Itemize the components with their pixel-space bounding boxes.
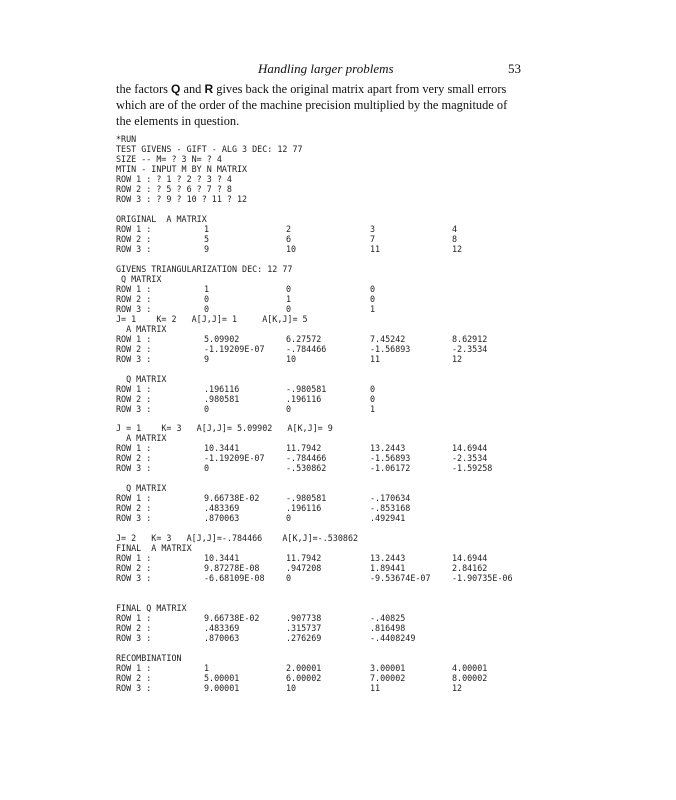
listing-cell: 0 [204, 403, 210, 414]
listing-cell: .196116 [286, 393, 322, 404]
listing-cell: 10.3441 [204, 443, 240, 454]
listing-cell: 0 [204, 293, 210, 304]
listing-cell: 13.2443 [370, 443, 406, 454]
listing-cell: 14.6944 [452, 553, 488, 564]
paragraph-line-2: which are of the order of the machine precision multiplied by the magnitude of [116, 98, 508, 112]
listing-table-row [116, 344, 556, 354]
listing-text: RECOMBINATION [116, 653, 182, 663]
listing-cell: 0 [370, 393, 376, 404]
listing-table-row [116, 683, 556, 693]
listing-cell: 1 [286, 293, 292, 304]
listing-cell: -1.56893 [370, 453, 411, 464]
listing-cell: 11.7942 [286, 553, 322, 564]
listing-cell: -.980581 [286, 383, 327, 394]
listing-cell: 2.84162 [452, 563, 488, 574]
listing-cell: -2.3534 [452, 453, 488, 464]
listing-line [116, 174, 556, 184]
page-number: 53 [508, 61, 521, 76]
listing-text: SIZE -- M= ? 3 N= ? 4 [116, 154, 222, 164]
listing-text: A MATRIX [116, 433, 167, 444]
listing-text: ROW 3 : ? 9 ? 10 ? 11 ? 12 [116, 193, 248, 204]
listing-text: GIVENS TRIANGULARIZATION DEC: 12 77 [116, 263, 293, 274]
listing-cell: 5.00001 [204, 672, 240, 683]
listing-line [116, 603, 556, 613]
listing-table-row [116, 334, 556, 344]
listing-cell: -.853168 [370, 503, 411, 514]
listing-cell: .980581 [204, 393, 240, 404]
listing-cell: 1 [370, 403, 376, 414]
listing-text: ROW 2 : [116, 563, 152, 574]
listing-text: ROW 2 : [116, 233, 152, 244]
listing-cell: -.170634 [370, 493, 411, 504]
listing-cell: 6.27572 [286, 333, 322, 344]
listing-text: ROW 1 : [116, 553, 152, 564]
listing-cell: .276269 [286, 633, 322, 643]
listing-cell: -.784466 [286, 453, 327, 464]
listing-cell: 3 [370, 223, 376, 234]
listing-cell: .315737 [286, 623, 322, 633]
listing-cell: .196116 [204, 383, 240, 394]
listing-line [116, 204, 556, 214]
listing-text: ROW 2 : [116, 393, 152, 404]
listing-cell: 6 [286, 233, 292, 244]
listing-cell: 0 [204, 463, 210, 474]
listing-cell: -1.59258 [452, 463, 493, 474]
listing-cell: .870063 [204, 513, 240, 524]
listing-cell: 0 [286, 403, 292, 414]
listing-table-row [116, 663, 556, 673]
listing-text: ROW 3 : [116, 633, 152, 643]
listing-cell: -.4408249 [370, 633, 416, 643]
listing-text: ROW 3 : [116, 243, 152, 254]
listing-cell: -9.53674E-07 [370, 573, 431, 584]
listing-table-row [116, 463, 556, 473]
listing-cell: 9.66738E-02 [204, 493, 260, 504]
listing-table-row [116, 354, 556, 364]
listing-text: ROW 2 : [116, 293, 152, 304]
program-listing [116, 134, 556, 694]
listing-text: ROW 1 : [116, 443, 152, 454]
listing-text: TEST GIVENS - GIFT - ALG 3 DEC: 12 77 [116, 144, 303, 154]
listing-cell: -.980581 [286, 493, 327, 504]
listing-cell: 3.00001 [370, 662, 406, 673]
listing-text: ROW 1 : [116, 283, 152, 294]
body-paragraph [116, 81, 520, 129]
listing-cell: 8.62912 [452, 333, 488, 344]
listing-cell: 12 [452, 353, 463, 364]
listing-table-row [116, 394, 556, 404]
listing-table-row [116, 493, 556, 503]
listing-text: ROW 1 : [116, 383, 152, 394]
listing-line [116, 184, 556, 194]
listing-line [116, 264, 556, 274]
listing-text: J= 1 K= 2 A[J,J]= 1 A[K,J]= 5 [116, 313, 308, 324]
listing-line [116, 154, 556, 164]
listing-table-row [116, 563, 556, 573]
listing-cell: 14.6944 [452, 443, 488, 454]
listing-text: FINAL A MATRIX [116, 543, 192, 554]
listing-cell: 4.00001 [452, 662, 488, 673]
listing-cell: 9.66738E-02 [204, 613, 260, 623]
listing-cell: 4 [452, 223, 458, 234]
listing-cell: 5.09902 [204, 333, 240, 344]
listing-cell: 12 [452, 243, 463, 254]
listing-line [116, 324, 556, 334]
listing-text: ROW 2 : [116, 503, 152, 514]
listing-table-row [116, 503, 556, 513]
listing-line [116, 643, 556, 653]
listing-cell: .483369 [204, 503, 240, 514]
listing-line [116, 214, 556, 224]
listing-cell: 10 [286, 682, 297, 693]
listing-text: A MATRIX [116, 323, 167, 334]
listing-line [116, 144, 556, 154]
listing-cell: 0 [286, 513, 292, 524]
listing-line [116, 543, 556, 553]
listing-cell: -.40825 [370, 613, 406, 623]
listing-cell: 1 [204, 223, 210, 234]
listing-table-row [116, 673, 556, 683]
listing-table-row [116, 384, 556, 394]
listing-text: *RUN [116, 134, 137, 144]
listing-cell: 9.00001 [204, 682, 240, 693]
listing-cell: 2 [286, 223, 292, 234]
listing-cell: 2.00001 [286, 662, 322, 673]
listing-line [116, 254, 556, 264]
paragraph-text: gives back the original matrix apart from very small errors [213, 82, 507, 96]
listing-cell: .947208 [286, 563, 322, 574]
listing-cell: 0 [286, 303, 292, 314]
listing-cell: 0 [204, 303, 210, 314]
listing-table-row [116, 453, 556, 463]
listing-cell: 0 [370, 283, 376, 294]
listing-table-row [116, 513, 556, 523]
listing-text: ROW 3 : [116, 463, 152, 474]
listing-cell: 12 [452, 682, 463, 693]
listing-text: ROW 2 : [116, 343, 152, 354]
listing-cell: .483369 [204, 623, 240, 633]
listing-cell: 10 [286, 353, 297, 364]
listing-text: ROW 3 : [116, 403, 152, 414]
listing-table-row [116, 553, 556, 563]
listing-table-row [116, 244, 556, 254]
listing-cell: 10 [286, 243, 297, 254]
listing-cell: 13.2443 [370, 553, 406, 564]
listing-text: ROW 2 : [116, 623, 152, 633]
listing-cell: .492941 [370, 513, 406, 524]
listing-text: ROW 1 : [116, 662, 152, 673]
listing-text: FINAL Q MATRIX [116, 603, 187, 614]
listing-text: J = 1 K= 3 A[J,J]= 5.09902 A[K,J]= 9 [116, 423, 333, 434]
listing-cell: 7.45242 [370, 333, 406, 344]
listing-text: ROW 1 : ? 1 ? 2 ? 3 ? 4 [116, 173, 232, 184]
listing-cell: -1.19209E-07 [204, 453, 265, 464]
listing-cell: .907738 [286, 613, 322, 623]
listing-text: Q MATRIX [116, 273, 162, 284]
listing-cell: 11 [370, 682, 381, 693]
listing-text: J= 2 K= 3 A[J,J]=-.784466 A[K,J]=-.530862 [116, 533, 359, 544]
listing-text: ROW 1 : [116, 613, 152, 623]
listing-cell: -2.3534 [452, 343, 488, 354]
listing-cell: 7.00002 [370, 672, 406, 683]
listing-line [116, 533, 556, 543]
listing-line [116, 433, 556, 443]
listing-line [116, 194, 556, 204]
listing-text: Q MATRIX [116, 483, 167, 494]
listing-cell: 6.00002 [286, 672, 322, 683]
listing-cell: 0 [286, 573, 292, 584]
listing-text: ROW 3 : [116, 682, 152, 693]
listing-cell: 9 [204, 243, 210, 254]
listing-line [116, 583, 556, 593]
listing-cell: -1.56893 [370, 343, 411, 354]
listing-cell: 1 [204, 662, 210, 673]
paragraph-text: the factors [116, 82, 172, 96]
listing-table-row [116, 623, 556, 633]
listing-line [116, 364, 556, 374]
listing-line [116, 653, 556, 663]
listing-cell: -6.68109E-08 [204, 573, 265, 584]
listing-cell: 9.87278E-08 [204, 563, 260, 574]
paragraph-text: and [180, 82, 205, 96]
listing-text: ROW 3 : [116, 303, 152, 314]
listing-cell: 10.3441 [204, 553, 240, 564]
listing-cell: 7 [370, 233, 376, 244]
listing-table-row [116, 234, 556, 244]
listing-text: ROW 1 : [116, 333, 152, 344]
matrix-symbol-q: Q [171, 82, 181, 96]
listing-table-row [116, 404, 556, 414]
listing-cell: .196116 [286, 503, 322, 514]
listing-table-row [116, 633, 556, 643]
listing-line [116, 423, 556, 433]
listing-cell: 0 [370, 383, 376, 394]
listing-table-row [116, 613, 556, 623]
listing-text: ROW 2 : [116, 453, 152, 464]
paragraph-line-1 [116, 81, 520, 97]
listing-line [116, 314, 556, 324]
listing-line [116, 473, 556, 483]
listing-table-row [116, 443, 556, 453]
listing-text: ROW 3 : [116, 353, 152, 364]
listing-table-row [116, 224, 556, 234]
listing-cell: -1.06172 [370, 463, 411, 474]
listing-cell: 0 [286, 283, 292, 294]
listing-cell: 8 [452, 233, 458, 244]
listing-line [116, 164, 556, 174]
listing-text: ROW 1 : [116, 493, 152, 504]
running-head-title: Handling larger problems [258, 61, 394, 76]
listing-cell: -.530862 [286, 463, 327, 474]
listing-text: ROW 1 : [116, 223, 152, 234]
listing-cell: 11.7942 [286, 443, 322, 454]
listing-line [116, 374, 556, 384]
listing-text: ORIGINAL A MATRIX [116, 213, 207, 224]
listing-cell: .870063 [204, 633, 240, 643]
listing-cell: 11 [370, 243, 381, 254]
matrix-symbol-r: R [204, 82, 214, 96]
listing-text: Q MATRIX [116, 373, 167, 384]
listing-cell: -1.90735E-06 [452, 573, 513, 584]
listing-cell: 8.00002 [452, 672, 488, 683]
listing-cell: 5 [204, 233, 210, 244]
listing-text: ROW 2 : [116, 672, 152, 683]
listing-text: ROW 3 : [116, 573, 152, 584]
listing-table-row [116, 294, 556, 304]
listing-text: ROW 2 : ? 5 ? 6 ? 7 ? 8 [116, 183, 232, 194]
listing-cell: 11 [370, 353, 381, 364]
listing-cell: .816498 [370, 623, 406, 633]
listing-line [116, 483, 556, 493]
listing-cell: 1.89441 [370, 563, 406, 574]
listing-text: MTIN - INPUT M BY N MATRIX [116, 163, 248, 174]
listing-table-row [116, 573, 556, 583]
running-head [0, 61, 676, 79]
listing-cell: 1 [204, 283, 210, 294]
listing-cell: 9 [204, 353, 210, 364]
listing-cell: -1.19209E-07 [204, 343, 265, 354]
listing-table-row [116, 304, 556, 314]
listing-cell: 1 [370, 303, 376, 314]
listing-cell: -.784466 [286, 343, 327, 354]
paragraph-line-3: the elements in question. [116, 114, 240, 128]
listing-line [116, 593, 556, 603]
listing-text: ROW 3 : [116, 513, 152, 524]
listing-line [116, 134, 556, 144]
listing-line [116, 274, 556, 284]
listing-line [116, 413, 556, 423]
listing-line [116, 523, 556, 533]
listing-table-row [116, 284, 556, 294]
listing-cell: 0 [370, 293, 376, 304]
